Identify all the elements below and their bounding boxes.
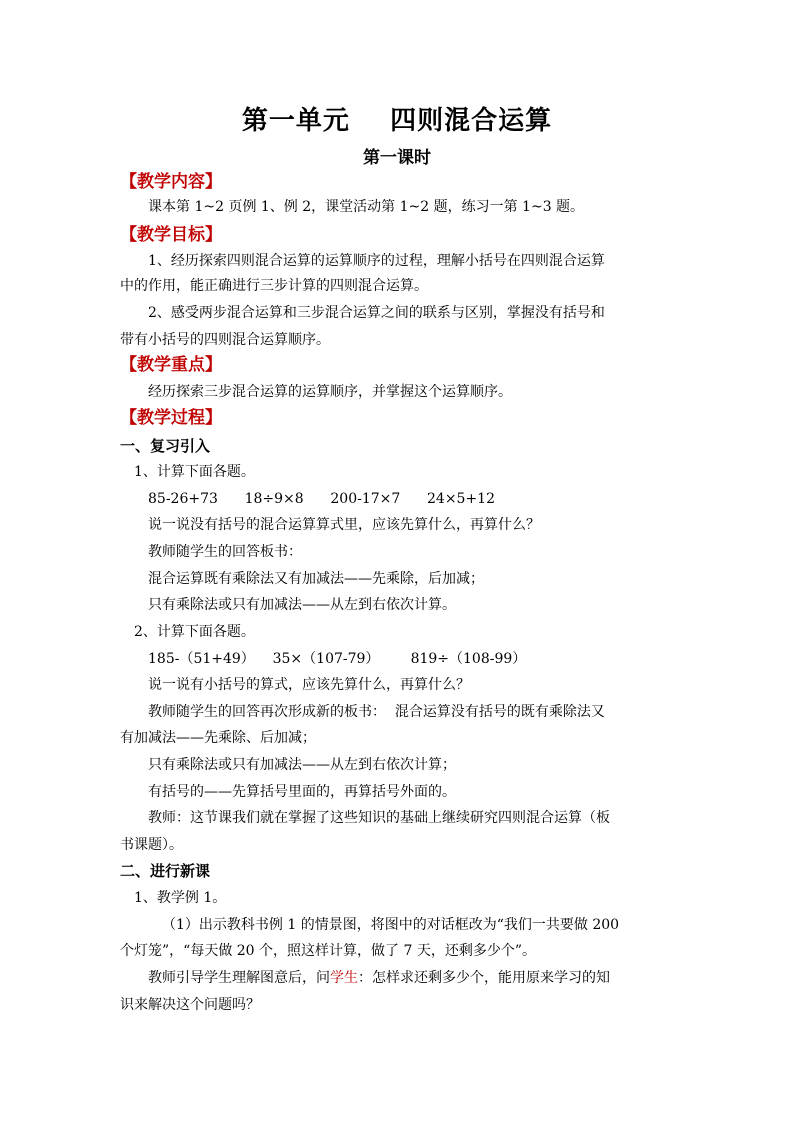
guide-text-pre: 教师引导学生理解图意后，问 (148, 970, 330, 986)
part2-sub1-line2: 个灯笼”，“每天做 20 个，照这样计算，做了 7 天，还剩多少个”。 (120, 943, 536, 959)
part1-expressions2: 185-（51+49） 35×（107-79） 819÷（108-99） (148, 651, 527, 667)
guide-text-highlight: 学生 (330, 970, 358, 986)
goal2-line1: 2、感受两步混合运算和三步混合运算之间的联系与区别，掌握没有括号和 (148, 305, 605, 321)
part1-teacher-line1: 教师：这节课我们就在掌握了这些知识的基础上继续研究四则混合运算（板 (148, 810, 610, 826)
part2-guide-line2: 识来解决这个问题吗？ (120, 997, 260, 1013)
key-text: 经历探索三步混合运算的运算顺序，并掌握这个运算顺序。 (148, 384, 512, 400)
key-heading: 【教学重点】 (120, 355, 222, 375)
page-title: 第一单元 四则混合运算 (241, 106, 553, 136)
part2-guide-line1 (148, 968, 610, 988)
part2-item1: 1、教学例 1。 (134, 890, 227, 906)
part1-rule2: 只有乘除法或只有加减法——从左到右依次计算。 (148, 597, 456, 613)
goal1-line1: 1、经历探索四则混合运算的运算顺序的过程，理解小括号在四则混合运算 (148, 253, 605, 269)
page-subtitle: 第一课时 (363, 148, 431, 168)
part1-expressions: 85-26+73 18÷9×8 200-17×7 24×5+12 (148, 491, 495, 507)
part1-rule1: 混合运算既有乘除法又有加减法——先乘除，后加减； (148, 571, 484, 587)
content-heading: 【教学内容】 (120, 172, 222, 192)
content-text: 课本第 1~2 页例 1、例 2，课堂活动第 1~2 题，练习一第 1~3 题。 (148, 199, 585, 215)
part1-question: 说一说没有括号的混合运算算式里，应该先算什么，再算什么？ (148, 517, 540, 533)
part1-board2-line2: 有加减法——先乘除、后加减； (120, 730, 316, 746)
part1-rule3: 只有乘除法或只有加减法——从左到右依次计算； (148, 757, 456, 773)
part1-item2: 2、计算下面各题。 (134, 624, 255, 640)
part1-board: 教师随学生的回答板书： (148, 544, 302, 560)
part2-heading: 二、进行新课 (120, 862, 211, 880)
part1-teacher-line2: 书课题）。 (120, 837, 183, 853)
goal1-line2: 中的作用，能正确进行三步计算的四则混合运算。 (120, 278, 428, 294)
part2-sub1-line1: （1）出示教科书例 1 的情景图，将图中的对话框改为“我们一共要做 200 (162, 917, 620, 933)
guide-text-post: ：怎样求还剩多少个，能用原来学习的知 (358, 970, 610, 986)
part1-item1: 1、计算下面各题。 (134, 464, 255, 480)
goal2-line2: 带有小括号的四则混合运算顺序。 (120, 332, 330, 348)
goals-heading: 【教学目标】 (120, 225, 222, 245)
part1-heading: 一、复习引入 (120, 437, 211, 455)
part1-question2: 说一说有小括号的算式，应该先算什么，再算什么？ (148, 677, 470, 693)
part1-rule4: 有括号的——先算括号里面的，再算括号外面的。 (148, 784, 456, 800)
part1-board2-line1: 教师随学生的回答再次形成新的板书： 混合运算没有括号的既有乘除法又 (148, 704, 605, 720)
process-heading: 【教学过程】 (120, 408, 222, 428)
